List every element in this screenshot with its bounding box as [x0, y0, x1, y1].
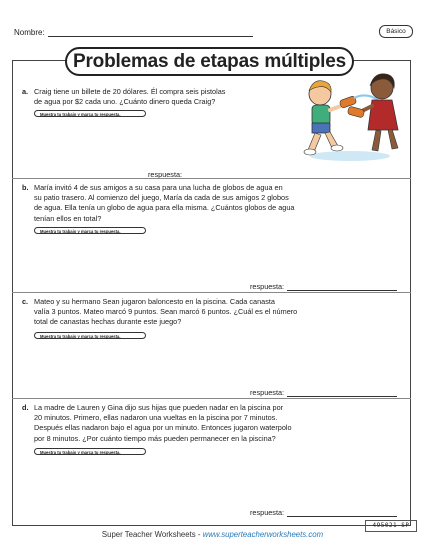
name-row — [14, 28, 253, 37]
answer-line[interactable] — [287, 509, 397, 517]
show-work-hint: Muestra tu trabajo y marca tu respuesta. — [34, 448, 146, 455]
answer-label: respuesta: — [250, 388, 285, 397]
problem-letter: b. — [22, 183, 29, 192]
problem-letter: d. — [22, 403, 29, 412]
problem-line: 20 minutos. Primero, ellas nadaron una vueltas en la piscina por 7 minutos. — [34, 413, 278, 423]
answer-label: respuesta: — [250, 282, 285, 291]
problem-line: total de canastas hechas durante este juego? — [34, 317, 182, 327]
problem-c — [22, 297, 402, 329]
problem-line: Después ellas nadaron bajo el agua por un minuto. Entonces jugaron waterpolo — [34, 423, 292, 433]
problem-text — [34, 403, 292, 444]
problem-letter: c. — [22, 297, 29, 306]
answer-line[interactable] — [287, 283, 397, 291]
answer-label: respuesta: — [250, 508, 285, 517]
problem-line: por 8 minutos. ¿Por cuánto tiempo más pueden permanecer en la piscina? — [34, 433, 276, 443]
answer-line[interactable] — [287, 389, 397, 397]
problem-letter: a. — [22, 87, 29, 96]
problem-line: Mateo y su hermano Sean jugaron baloncesto en la piscina. Cada canasta — [34, 297, 275, 306]
divider — [12, 178, 411, 179]
problem-a — [22, 87, 292, 109]
name-input-line[interactable] — [48, 28, 253, 37]
problem-line: valía 3 puntos. Mateo marcó 9 puntos. Sean marcó 6 puntos. ¿Cuál es el número — [34, 307, 298, 317]
problem-line: tenían ellos en total? — [34, 213, 102, 223]
kids-water-fight-illustration — [288, 64, 412, 164]
show-work-hint: Muestra tu trabajo y marca tu respuesta. — [34, 227, 146, 234]
problem-line: de agua. Ella tenía un globo de agua para ella misma. ¿Cuántos globos de agua — [34, 203, 295, 213]
boy-figure — [304, 81, 346, 155]
problem-line: su patio trasero. Al comienzo del juego, María da cada de sus amigos 2 globos — [34, 193, 289, 203]
problem-line: María invitó 4 de sus amigos a su casa para una lucha de globos de agua en — [34, 183, 283, 192]
page-title: Problemas de etapas múltiples — [65, 47, 354, 76]
answer-label: respuesta: — [148, 170, 183, 179]
footer — [0, 530, 425, 539]
level-badge: Básico — [379, 25, 413, 38]
problem-line: Craig tiene un billete de 20 dólares. Él compra seis pistolas — [34, 87, 226, 96]
problem-text — [34, 183, 294, 224]
footer-site-link[interactable]: www.superteacherworksheets.com — [202, 530, 324, 539]
footer-brand: Super Teacher Worksheets — [101, 530, 196, 539]
answer-row — [250, 282, 397, 291]
water-gun-right — [347, 106, 365, 118]
show-work-hint: Muestra tu trabajo y marca tu respuesta. — [34, 110, 146, 117]
problem-line: de agua por $2 cada uno. ¿Cuánto dinero queda Craig? — [34, 97, 216, 107]
show-work-hint: Muestra tu trabajo y marca tu respuesta. — [34, 332, 146, 339]
problem-d — [22, 403, 402, 445]
name-label: Nombre: — [14, 28, 45, 37]
problem-line: La madre de Lauren y Gina dijo sus hijas que pueden nadar en la piscina por — [34, 403, 284, 412]
divider — [12, 398, 411, 399]
problem-text — [34, 297, 297, 328]
problem-text — [34, 87, 225, 107]
footer-separator: - — [195, 530, 203, 539]
problem-b — [22, 183, 402, 225]
answer-row — [250, 508, 397, 517]
divider — [12, 292, 411, 293]
worksheet-code: 495021-SP — [365, 520, 417, 532]
girl-figure — [360, 74, 398, 151]
answer-row — [250, 388, 397, 397]
water-puddle — [310, 151, 390, 161]
